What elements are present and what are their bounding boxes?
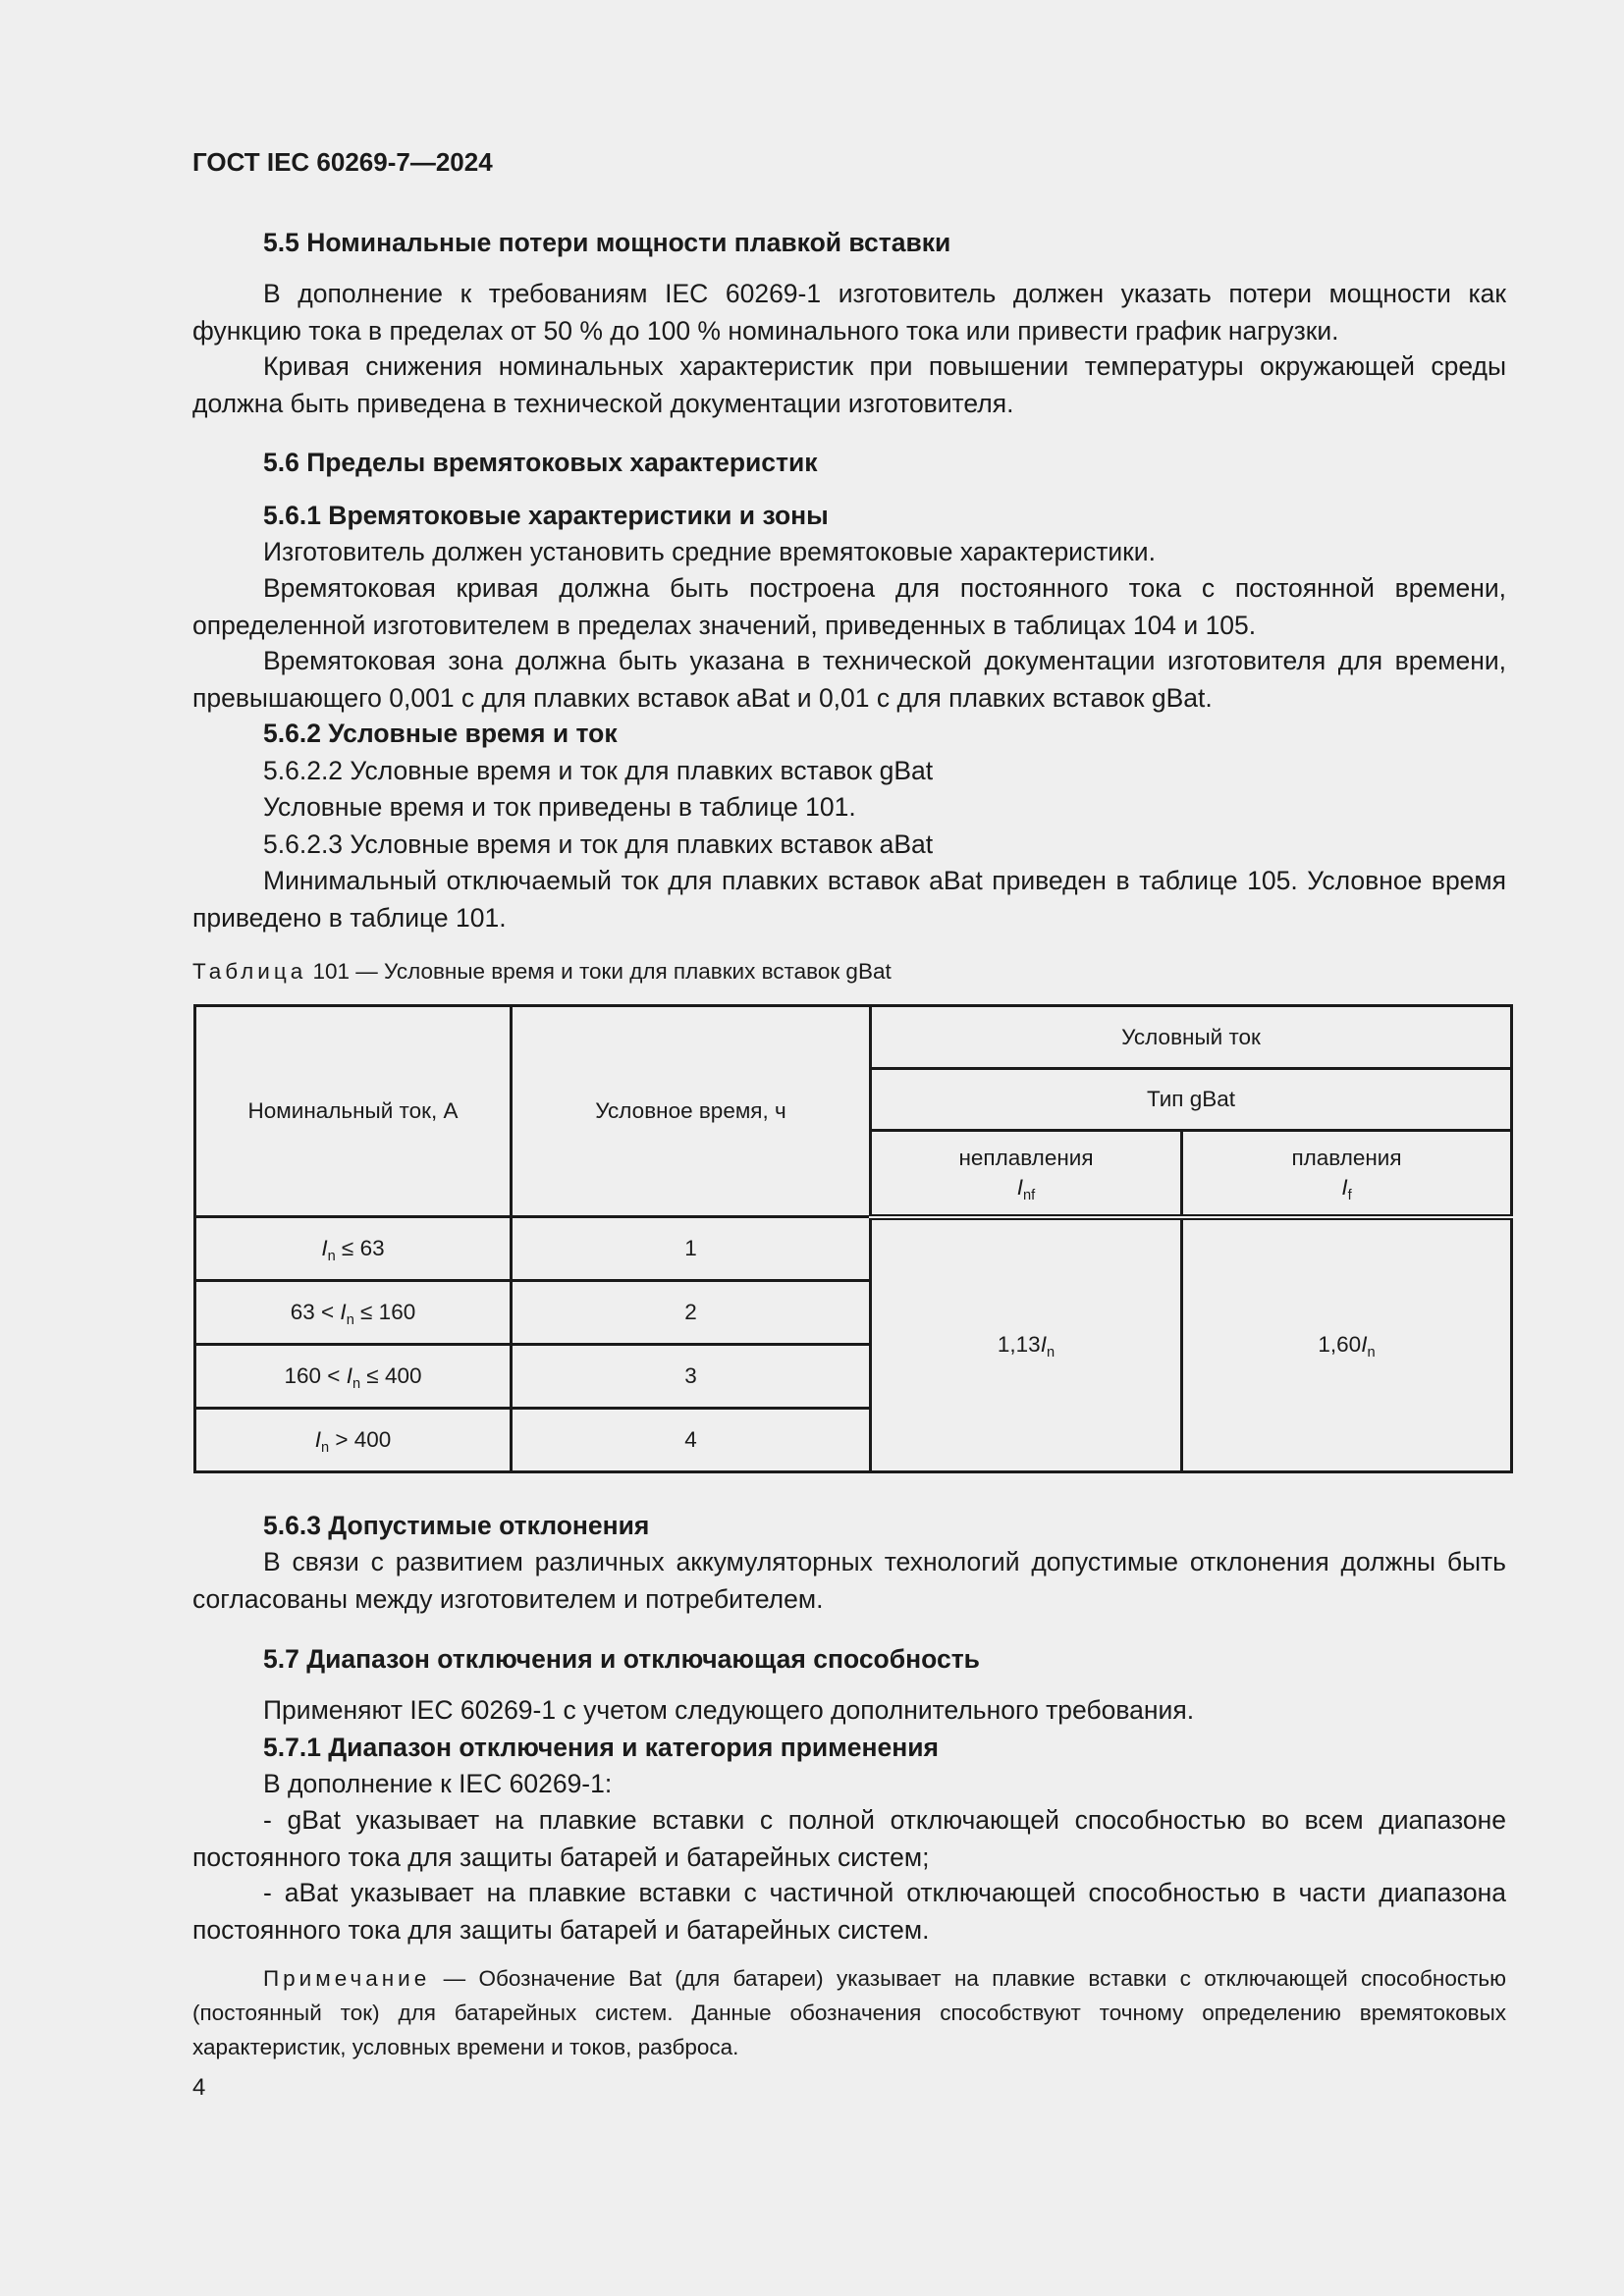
range-text: > 400 bbox=[329, 1427, 392, 1452]
section-5-6-heading: 5.6 Пределы времятоковых характеристик bbox=[263, 448, 818, 477]
table-row bbox=[195, 1217, 1512, 1281]
header-type-gbat: Тип gBat bbox=[871, 1069, 1512, 1131]
symbol-i: I bbox=[314, 1427, 321, 1452]
section-5-5-paragraph-2: Кривая снижения номинальных характеристик при повышении температуры окружающей среды должна быть приведена в технической документации изготовителя. bbox=[192, 351, 1506, 418]
rated-current-cell bbox=[195, 1409, 512, 1472]
header-conventional-time: Условное время, ч bbox=[512, 1006, 871, 1217]
list-item-gbat: - gBat указывает на плавкие вставки с полной отключающей способностью во всем диапазоне постоянного тока для защиты батарей и батарейных систем; bbox=[192, 1805, 1506, 1872]
range-text: ≤ 63 bbox=[335, 1236, 385, 1260]
header-fusing bbox=[1182, 1131, 1512, 1217]
range-text: 63 < bbox=[290, 1300, 341, 1324]
symbol-i: I bbox=[1016, 1174, 1024, 1200]
subscript-n: n bbox=[327, 1249, 336, 1264]
note bbox=[192, 1961, 1506, 2064]
section-5-6-2-2-paragraph: Условные время и ток приведены в таблице 101. bbox=[263, 792, 856, 822]
symbol-i: I bbox=[346, 1363, 352, 1388]
standard-header: ГОСТ IEC 60269-7—2024 bbox=[192, 147, 493, 177]
coefficient: 1,60 bbox=[1318, 1332, 1362, 1358]
fusing-current-value bbox=[1182, 1217, 1512, 1472]
subscript-n: n bbox=[352, 1376, 361, 1392]
subscript-n: n bbox=[320, 1440, 330, 1456]
range-text: ≤ 160 bbox=[353, 1300, 416, 1324]
subscript-nf: nf bbox=[1023, 1187, 1036, 1203]
table-caption-label: Таблица bbox=[192, 959, 307, 984]
fusing-label: плавления bbox=[1291, 1145, 1402, 1170]
section-5-6-3-heading: 5.6.3 Допустимые отклонения bbox=[263, 1511, 650, 1540]
coefficient: 1,13 bbox=[997, 1332, 1041, 1358]
section-5-7-1-heading: 5.7.1 Диапазон отключения и категория применения bbox=[263, 1733, 940, 1762]
subscript-f: f bbox=[1347, 1187, 1352, 1203]
rated-current-cell bbox=[195, 1345, 512, 1409]
section-5-6-1-paragraph-2: Времятоковая кривая должна быть построена для постоянного тока с постоянной времени, определенной изготовителем в пределах значений, приведенных в таблицах 104 и 105. bbox=[192, 573, 1506, 640]
page-number: 4 bbox=[192, 2074, 206, 2101]
table-101 bbox=[193, 1004, 1513, 1473]
header-rated-current: Номинальный ток, А bbox=[195, 1006, 512, 1217]
range-text: ≤ 400 bbox=[360, 1363, 422, 1388]
section-5-6-2-heading: 5.6.2 Условные время и ток bbox=[263, 719, 618, 748]
section-5-6-2-3-paragraph: Минимальный отключаемый ток для плавких вставок aBat приведен в таблице 105. Условное время приведено в таблице 101. bbox=[192, 866, 1506, 933]
time-cell: 4 bbox=[512, 1409, 871, 1472]
list-item-abat: - aBat указывает на плавкие вставки с частичной отключающей способностью в части диапазона постоянного тока для защиты батарей и батарейных систем. bbox=[192, 1878, 1506, 1945]
symbol-i: I bbox=[1040, 1332, 1047, 1358]
non-fusing-label: неплавления bbox=[958, 1145, 1094, 1170]
header-non-fusing bbox=[871, 1131, 1182, 1217]
time-cell: 3 bbox=[512, 1345, 871, 1409]
section-5-6-1-heading: 5.6.1 Времятоковые характеристики и зоны bbox=[263, 501, 829, 530]
section-5-6-2-2-title: 5.6.2.2 Условные время и ток для плавких вставок gBat bbox=[263, 756, 934, 785]
subscript-n: n bbox=[1046, 1345, 1056, 1362]
table-caption-text: 101 — Условные время и токи для плавких вставок gBat bbox=[312, 959, 892, 984]
subscript-n: n bbox=[346, 1312, 354, 1328]
section-5-7-paragraph: Применяют IEC 60269-1 с учетом следующего дополнительного требования. bbox=[263, 1695, 1195, 1725]
section-5-5-heading: 5.5 Номинальные потери мощности плавкой вставки bbox=[263, 228, 951, 257]
table-caption bbox=[192, 959, 892, 985]
time-cell: 2 bbox=[512, 1281, 871, 1345]
section-5-5-paragraph-1: В дополнение к требованиям IEC 60269-1 изготовитель должен указать потери мощности как функцию тока в пределах от 50 % до 100 % номинального тока или привести график нагрузки. bbox=[192, 279, 1506, 346]
note-text: — Обозначение Bat (для батареи) указывает на плавкие вставки с отключающей способностью (постоянный ток) для батарейных систем. Данные обозначения способствуют точному определению времятоковых характеристик, условных времени и токов, разброса. bbox=[192, 1966, 1506, 2059]
section-5-7-1-paragraph: В дополнение к IEC 60269-1: bbox=[263, 1769, 613, 1798]
header-conventional-current: Условный ток bbox=[871, 1006, 1512, 1069]
section-5-6-2-3-title: 5.6.2.3 Условные время и ток для плавких вставок aBat bbox=[263, 829, 934, 859]
subscript-n: n bbox=[1367, 1345, 1376, 1362]
time-cell: 1 bbox=[512, 1217, 871, 1281]
note-label: Примечание bbox=[263, 1966, 431, 1991]
symbol-i: I bbox=[340, 1300, 347, 1324]
rated-current-cell bbox=[195, 1281, 512, 1345]
section-5-6-1-paragraph-3: Времятоковая зона должна быть указана в технической документации изготовителя для времени, превышающего 0,001 с для плавких вставок aBat и 0,01 с для плавких вставок gBat. bbox=[192, 646, 1506, 713]
section-5-7-heading: 5.7 Диапазон отключения и отключающая способность bbox=[263, 1644, 980, 1674]
section-5-6-3-paragraph: В связи с развитием различных аккумуляторных технологий допустимые отклонения должны быть согласованы между изготовителем и потребителем. bbox=[192, 1547, 1506, 1614]
non-fusing-current-value bbox=[871, 1217, 1182, 1472]
symbol-i: I bbox=[1341, 1174, 1348, 1200]
rated-current-cell bbox=[195, 1217, 512, 1281]
symbol-i: I bbox=[321, 1236, 328, 1260]
symbol-i: I bbox=[1361, 1332, 1368, 1358]
range-text: 160 < bbox=[284, 1363, 347, 1388]
section-5-6-1-paragraph-1: Изготовитель должен установить средние времятоковые характеристики. bbox=[263, 537, 1156, 566]
